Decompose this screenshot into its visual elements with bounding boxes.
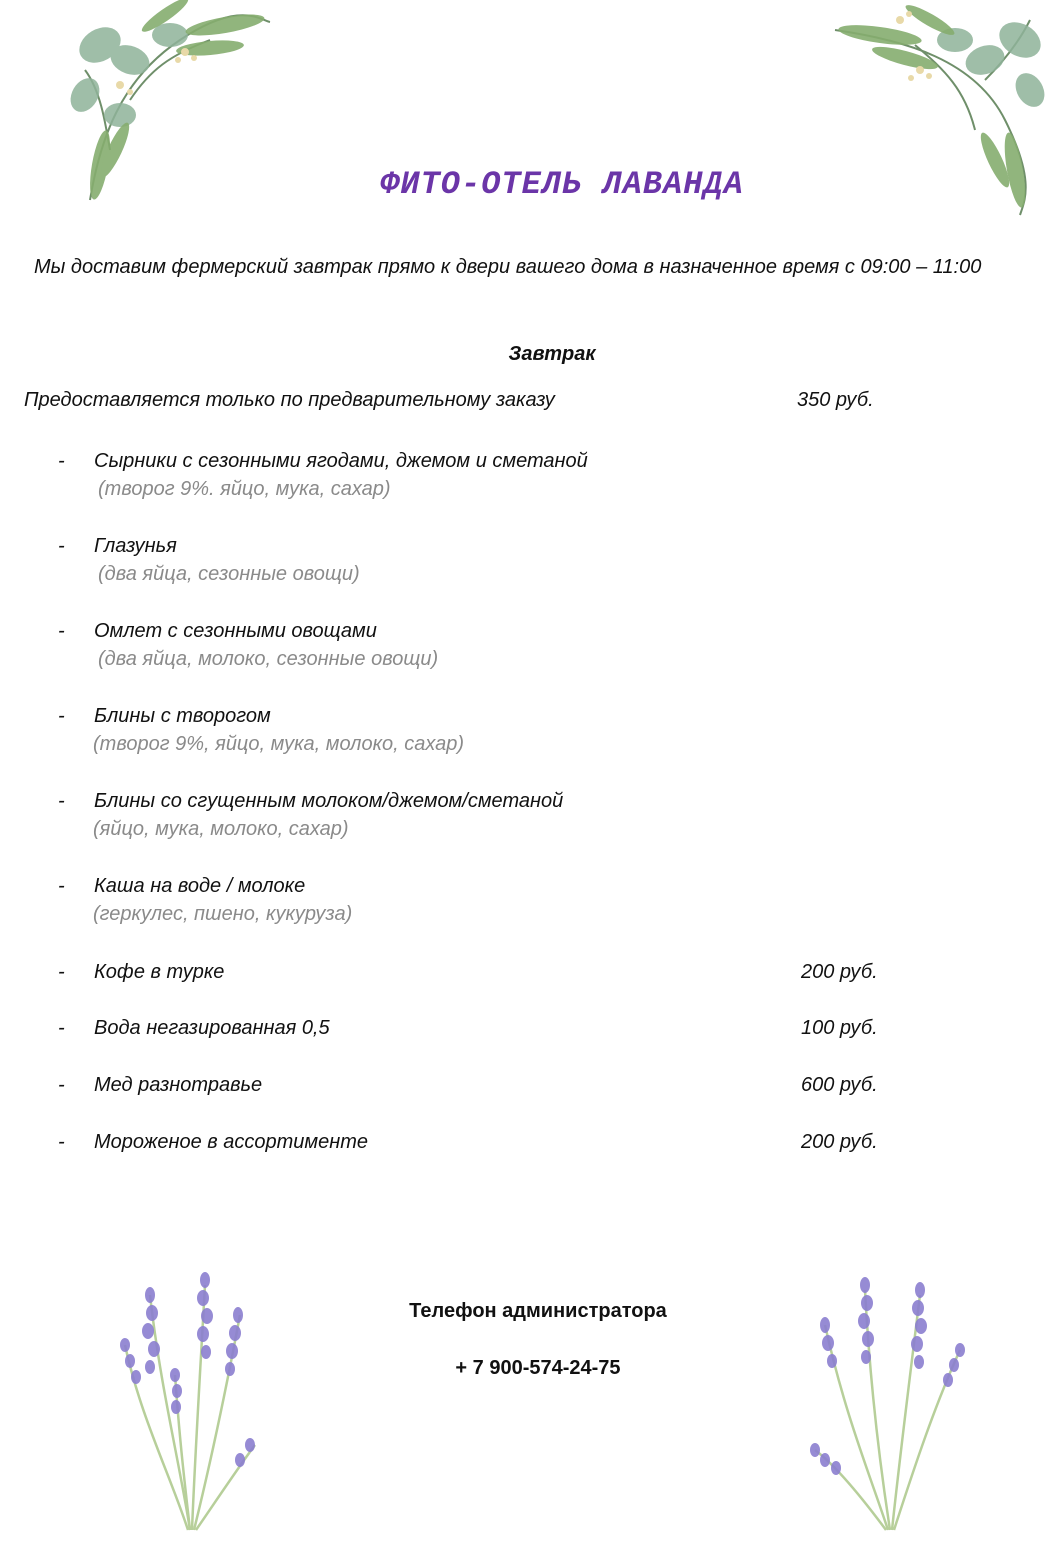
item-name: Вода негазированная 0,5: [94, 1017, 330, 1039]
item-dash: -: [58, 1131, 65, 1153]
item-name: Кофе в турке: [94, 961, 225, 983]
section-title: Завтрак: [508, 343, 596, 365]
item-name: Блины со сгущенным молоком/джемом/сметаной: [94, 790, 564, 812]
item-ingredients: (два яйца, молоко, сезонные овощи): [98, 648, 439, 670]
intro-text: Мы доставим фермерский завтрак прямо к двери вашего дома в назначенное время с 09:00 – 11:00: [34, 256, 982, 278]
item-name: Блины с творогом: [94, 705, 271, 727]
item-name: Сырники с сезонными ягодами, джемом и сметаной: [94, 450, 588, 472]
item-dash: -: [58, 705, 65, 727]
item-name: Глазунья: [94, 535, 177, 557]
item-dash: -: [58, 790, 65, 812]
item-ingredients: (творог 9%. яйцо, мука, сахар): [98, 478, 391, 500]
item-ingredients: (геркулес, пшено, кукуруза): [93, 903, 353, 925]
item-price: 600 руб.: [801, 1074, 878, 1096]
item-price: 200 руб.: [801, 961, 878, 983]
item-ingredients: (яйцо, мука, молоко, сахар): [93, 818, 349, 840]
item-dash: -: [58, 875, 65, 897]
item-dash: -: [58, 1017, 65, 1039]
item-name: Омлет с сезонными овощами: [94, 620, 377, 642]
item-dash: -: [58, 1074, 65, 1096]
item-price: 100 руб.: [801, 1017, 878, 1039]
item-name: Мороженое в ассортименте: [94, 1131, 369, 1153]
item-ingredients: (творог 9%, яйцо, мука, молоко, сахар): [93, 733, 465, 755]
item-ingredients: (два яйца, сезонные овощи): [98, 563, 360, 585]
item-dash: -: [58, 450, 65, 472]
breakfast-note: Предоставляется только по предварительному заказу: [24, 389, 555, 411]
breakfast-price: 350 руб.: [797, 389, 874, 411]
item-dash: -: [58, 620, 65, 642]
item-dash: -: [58, 961, 65, 983]
item-price: 200 руб.: [801, 1131, 878, 1153]
phone-label: Телефон администратора: [409, 1300, 667, 1322]
item-dash: -: [58, 535, 65, 557]
item-name: Мед разнотравье: [94, 1074, 263, 1096]
page-title: ФИТО-ОТЕЛЬ ЛАВАНДА: [380, 166, 744, 203]
phone-number[interactable]: + 7 900-574-24-75: [455, 1357, 621, 1379]
item-name: Каша на воде / молоке: [94, 875, 306, 897]
